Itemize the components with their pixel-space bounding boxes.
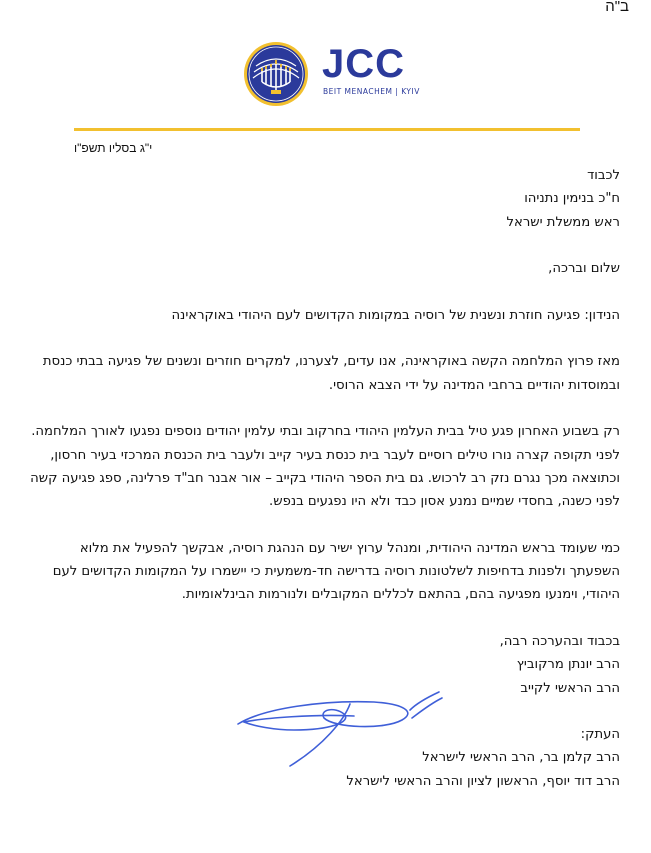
signer-name: הרב יונתן מרקוביץ: [516, 657, 620, 673]
header-divider: [74, 128, 580, 131]
copy-item: הרב קלמן בר, הרב הראשי לישראל: [422, 750, 620, 766]
menorah-emblem-icon: [242, 40, 310, 108]
spacer: [30, 234, 620, 257]
body-paragraph: כמי שעומד בראש המדינה היהודית, ומנהל ערוץ ישיר עם הנהגת רוסיה, אבקשך להפעיל את מלוא השפעתך ולפנות בדחיפות לשלטונות רוסיה בדרישה חד-משמעית כי יישמרו על המקומות הקדושים לעם היהודי, וימנעו מפגיעה בהם, בהתאם לכללים המקובלים ולנורמות הבינלאומיות.: [52, 540, 620, 603]
signer-title: הרב הראשי לקייב: [520, 680, 620, 696]
letter-date: י"ג בסליו תשפ"ו: [74, 141, 153, 155]
copy-item: הרב דוד יוסף, הראשון לציון והרב הראשי לישראל: [346, 773, 620, 789]
recipient-name: ח"כ בנימין נתניהו: [524, 191, 620, 207]
logo-subtitle: BEIT MENACHEM | KYIV: [323, 87, 420, 96]
subject-line: הנידון: פגיעה חוזרת ונשנית של רוסיה במקומות הקדושים לעם היהודי באוקראינה: [171, 307, 620, 323]
bh-header: ב"ה: [605, 0, 629, 15]
logo-name: JCC: [322, 42, 406, 86]
copies-label: העתק:: [580, 727, 620, 743]
spacer: [30, 397, 620, 420]
recipient-to: לכבוד: [587, 168, 620, 183]
body-paragraph: מאז פרוץ המלחמה הקשה באוקראינה, אנו עדים, לצערנו, למקרים חוזרים ונשנים של פגיעה בבתי כנסת ובמוסדות יהודיים ברחבי המדינה על ידי הצבא הרוסי.: [42, 354, 620, 393]
body-paragraph: רק בשבוע האחרון פגע טיל בבית העלמין היהודי בחרקוב ובתי עלמין יהודים נוספים נפגעו לאורך המלחמה. לפני תקופה קצרה נורו טילים רוסיים לעבר בית כנסת בעיר קייב ולעבר בית הכנסת המרכזי בעיר חרסון, וכתוצאה מכך נגרם נזק רב לרכוש. גם בית הספר היהודי בקייב – אור אבנר חב"ד פרלינה, ספג פגיעה קשה לפני כשנה, בחסדי שמיים נמנע אסון כבד ולא היו נפגעים בנפש.: [30, 424, 620, 510]
spacer: [30, 280, 620, 303]
greeting: שלום וברכה,: [548, 261, 620, 277]
spacer: [30, 607, 620, 630]
spacer: [30, 327, 620, 350]
jcc-logo: [242, 40, 422, 108]
closing-regards: בכבוד ובהערכה רבה,: [499, 633, 620, 649]
signature-icon: [234, 690, 449, 770]
recipient-title: ראש ממשלת ישראל: [506, 214, 620, 230]
spacer: [30, 513, 620, 536]
